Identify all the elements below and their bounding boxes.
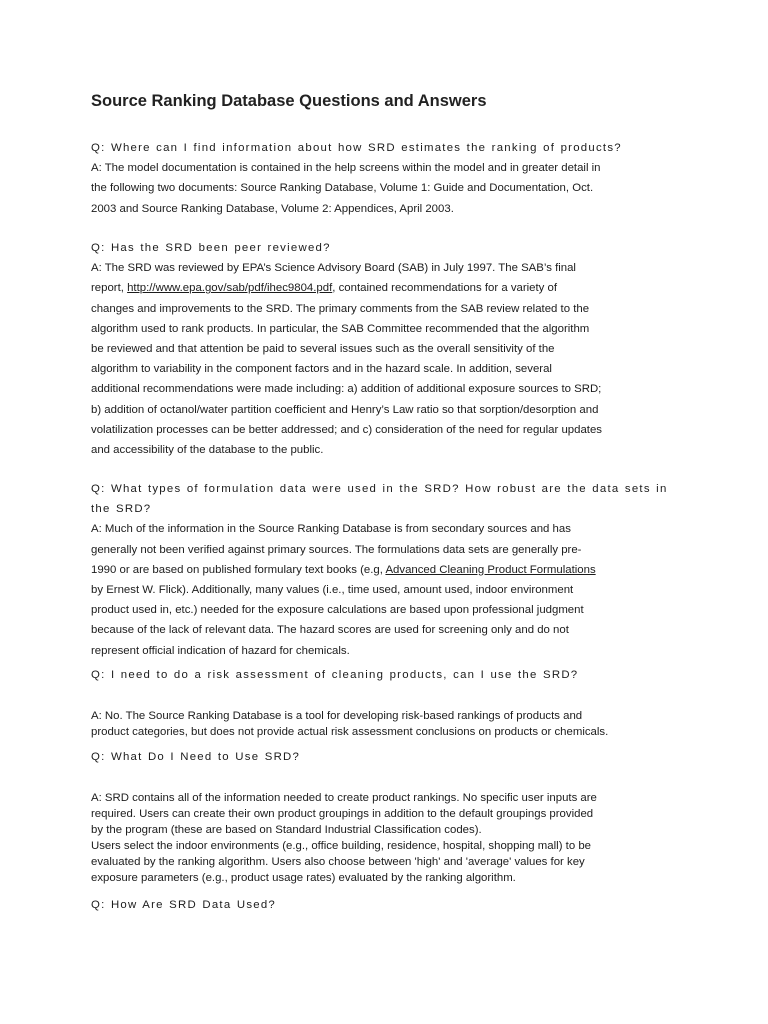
answer-line: A: The model documentation is contained in the help screens within the model and in greater detail in bbox=[91, 162, 601, 175]
qa-item-1 bbox=[91, 138, 691, 219]
answer-line: and accessibility of the database to the public. bbox=[91, 444, 324, 457]
answer-line: represent official indication of hazard for chemicals. bbox=[91, 644, 350, 657]
qa-item-2 bbox=[91, 238, 691, 460]
answer-line: A: The SRD was reviewed by EPA’s Science Advisory Board (SAB) in July 1997. The SAB’s final bbox=[91, 262, 576, 275]
answer-line: A: Much of the information in the Source Ranking Database is from secondary sources and has bbox=[91, 523, 571, 536]
answer-line: b) addition of octanol/water partition coefficient and Henry’s Law ratio so that sorption/desorption and bbox=[91, 403, 599, 416]
answer-line: A: SRD contains all of the information needed to create product rankings. No specific user inputs are bbox=[91, 792, 597, 804]
answer-line bbox=[91, 560, 691, 580]
answer-text: report, bbox=[91, 282, 128, 295]
qa-item-3 bbox=[91, 479, 691, 661]
question-text: the SRD? bbox=[91, 503, 152, 516]
answer-line: product categories, but does not provide actual risk assessment conclusions on products or chemicals. bbox=[91, 726, 609, 738]
answer-line: A: No. The Source Ranking Database is a tool for developing risk-based rankings of products and bbox=[91, 710, 583, 722]
formulations-book-link[interactable]: Advanced Cleaning Product Formulations bbox=[385, 563, 596, 576]
answer-line: additional recommendations were made including: a) addition of additional exposure sources to SRD; bbox=[91, 383, 602, 396]
qa-answer-4 bbox=[91, 708, 691, 740]
answer-line: because of the lack of relevant data. The hazard scores are used for screening only and do not bbox=[91, 624, 569, 637]
answer-line: product used in, etc.) needed for the exposure calculations are based upon professional judgment bbox=[91, 604, 584, 617]
qa-item-5 bbox=[91, 747, 691, 767]
answer-line: 2003 and Source Ranking Database, Volume 2: Appendices, April 2003. bbox=[91, 202, 454, 215]
answer-line: evaluated by the ranking algorithm. Users also choose between 'high' and 'average' values for key bbox=[91, 856, 585, 868]
answer-line: algorithm to variability in the component factors and in the hazard scale. In addition, several bbox=[91, 363, 552, 376]
sab-report-link[interactable]: http://www.epa.gov/sab/pdf/ihec9804.pdf bbox=[127, 282, 333, 295]
answer-line: volatilization processes can be better addressed; and c) consideration of the need for regular updates bbox=[91, 423, 602, 436]
answer-line: changes and improvements to the SRD. The primary comments from the SAB review related to the bbox=[91, 302, 590, 315]
answer-line bbox=[91, 278, 691, 298]
question-text: Q: What types of formulation data were used in the SRD? How robust are the data sets in bbox=[91, 483, 668, 495]
question-text: Q: What Do I Need to Use SRD? bbox=[91, 751, 301, 763]
question-text: Q: How Are SRD Data Used? bbox=[91, 899, 277, 911]
answer-text: 1990 or are based on published formulary text books (e.g, bbox=[91, 563, 386, 576]
answer-line: exposure parameters (e.g., product usage rates) evaluated by the ranking algorithm. bbox=[91, 872, 516, 884]
answer-line: by the program (these are based on Standard Industrial Classification codes). bbox=[91, 824, 482, 836]
question-text: Q: Has the SRD been peer reviewed? bbox=[91, 242, 331, 254]
page-title: Source Ranking Database Questions and Answers bbox=[91, 92, 487, 110]
answer-line: algorithm used to rank products. In particular, the SAB Committee recommended that the algorithm bbox=[91, 322, 590, 335]
question-text: Q: Where can I find information about how SRD estimates the ranking of products? bbox=[91, 142, 622, 154]
qa-item-4 bbox=[91, 665, 691, 685]
answer-line: generally not been verified against primary sources. The formulations data sets are generally pre- bbox=[91, 543, 582, 556]
qa-answer-5 bbox=[91, 790, 691, 886]
qa-item-6 bbox=[91, 895, 691, 915]
answer-line: the following two documents: Source Ranking Database, Volume 1: Guide and Documentation, Oct. bbox=[91, 182, 594, 195]
answer-text: , contained recommendations for a variety of bbox=[332, 282, 558, 295]
answer-line: required. Users can create their own product groupings in addition to the default groupings provided bbox=[91, 808, 594, 820]
question-text: Q: I need to do a risk assessment of cleaning products, can I use the SRD? bbox=[91, 669, 579, 681]
answer-line: be reviewed and that attention be paid to several issues such as the overall sensitivity of the bbox=[91, 343, 555, 356]
answer-line: by Ernest W. Flick). Additionally, many values (i.e., time used, amount used, indoor environment bbox=[91, 584, 574, 597]
answer-line: Users select the indoor environments (e.g., office building, residence, hospital, shopping mall) to be bbox=[91, 840, 591, 852]
